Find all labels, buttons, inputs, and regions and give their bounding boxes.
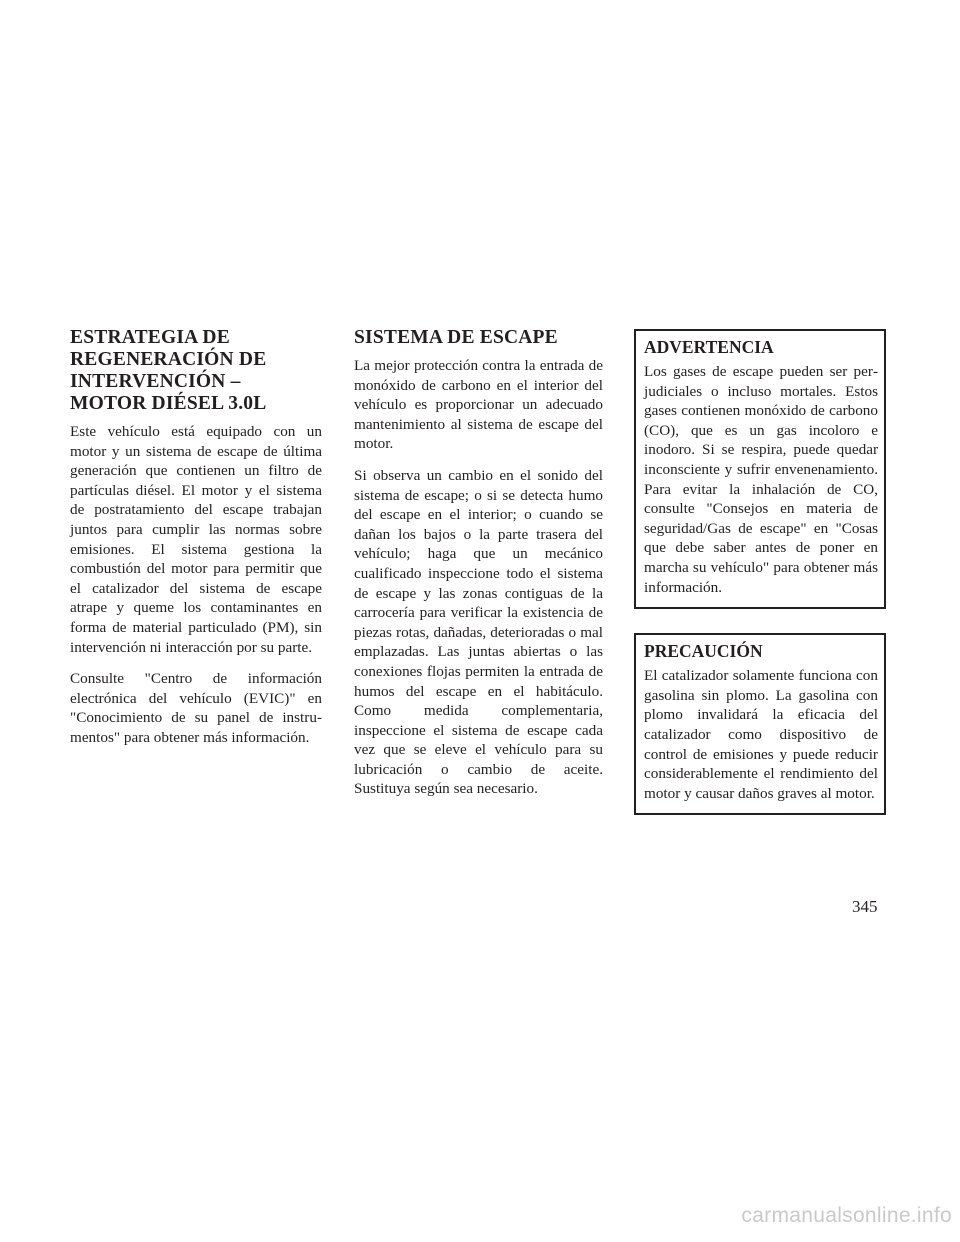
caution-text: El catalizador solamente funciona con gasolina sin plomo. La gasolina con plomo invalidará la eficacia del catalizador como dispositivo de control de emisiones y puede reducir considerablemente el rendimiento del motor y causar daños graves al motor. xyxy=(644,667,878,802)
column-left xyxy=(70,327,322,760)
caution-box xyxy=(634,633,886,815)
paragraph: La mejor protección contra la entrada de monóxido de carbono en el interior del vehículo es proporcionar un adecuado mantenimiento al sistema de escape del motor. xyxy=(354,357,603,453)
paragraph: Consulte "Centro de información electrónica del vehículo (EVIC)" en "Conocimiento de su panel de instrumentos" para obtener más información. xyxy=(70,670,322,746)
warning-text: Los gases de escape pueden ser perjudiciales o incluso mortales. Estos gases contienen monóxido de carbono (CO), que es un gas incoloro e inodoro. Si se respira, puede quedar inconsciente y sufrir envenenamiento. Para evitar la inhalación de CO, consulte "Consejos en materia de seguridad/Gas de escape" en "Cosas que debe saber antes de poner en marcha su vehículo" para obtener más información. xyxy=(644,363,878,596)
column-right xyxy=(634,327,884,815)
warning-box xyxy=(634,329,886,609)
section-heading-exhaust: SISTEMA DE ESCAPE xyxy=(354,327,558,348)
watermark: carmanualsonline.info xyxy=(741,1204,952,1227)
caution-title: PRECAUCIÓN xyxy=(644,641,763,662)
page-number: 345 xyxy=(852,897,878,916)
section-heading-regeneration: ESTRATEGIA DE REGENERACIÓN DE INTERVENCIÓN – MOTOR DIÉSEL 3.0L xyxy=(70,327,267,414)
warning-title: ADVERTENCIA xyxy=(644,337,774,357)
paragraph: Este vehículo está equipado con un motor y un sistema de escape de última generación que contienen un filtro de partículas diésel. El motor y el sistema de postratamiento del escape trabajan juntos para cumplir las normas sobre emisiones. El sistema gestiona la combustión del motor para permitir que el catalizador del sistema de escape atrape y queme los contaminantes en forma de material particulado (PM), sin intervención ni interacción por su parte. xyxy=(70,423,322,656)
column-middle xyxy=(354,327,603,811)
paragraph: Si observa un cambio en el sonido del sistema de escape; o si se detecta humo del escape en el interior; o cuando se dañan los bajos o la parte trasera del vehículo; haga que un mecánico cualificado inspeccione todo el sistema de escape y las zonas contiguas de la carrocería para verificar la existencia de piezas rotas, dañadas, deterioradas o mal emplazadas. Las juntas abiertas o las conexiones flojas permiten la entrada de humos del escape en el habitáculo. Como medida complementaria, inspeccione el sistema de escape cada vez que se eleve el vehículo para su lubricación o cambio de aceite. Sustituya según sea necesario. xyxy=(354,466,603,798)
